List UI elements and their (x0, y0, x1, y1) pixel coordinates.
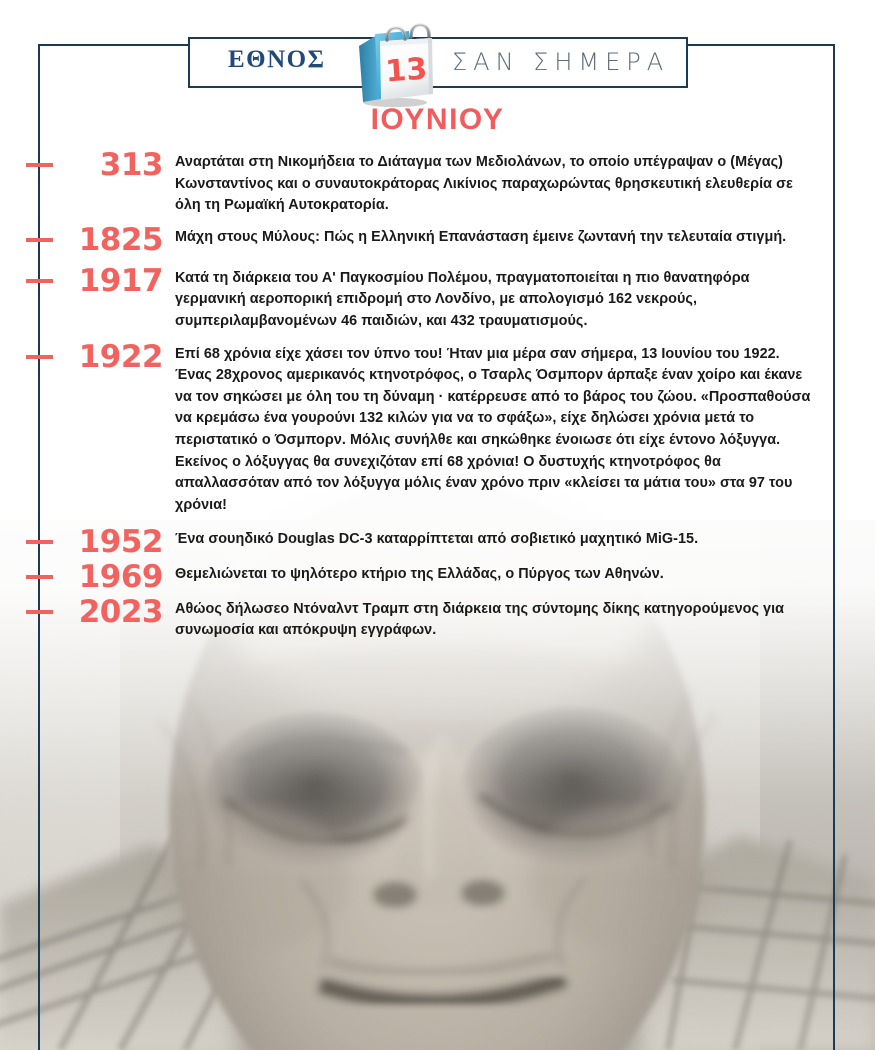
timeline-entry (0, 221, 875, 266)
entry-year: 1969 (78, 558, 163, 595)
timeline-entry (0, 262, 875, 342)
timeline-entry (0, 338, 875, 527)
entry-year: 1825 (78, 221, 163, 258)
entry-text: Θεμελιώνεται το ψηλότερο κτήριο της Ελλάδας, ο Πύργος των Αθηνών. (175, 565, 664, 582)
month-label: ΙΟΥΝΙΟΥ (370, 103, 505, 136)
timeline-list (0, 147, 875, 642)
timeline-tick-marker (26, 163, 53, 167)
timeline-tick-marker (26, 610, 53, 614)
frame-top-left-rule (38, 44, 190, 46)
desk-calendar-icon (347, 22, 439, 108)
entry-text: Επί 68 χρόνια είχε χάσει τον ύπνο του! Ήταν μια μέρα σαν σήμερα, 13 Ιουνίου του 1922. Ένας 28χρονος αμερικανός κτηνοτρόφος, ο Τσαρλς Όσμπορν άρπαξε έναν χοίρο και έκανε να τον σηκώσει με όλη του τη δύναμη · κατέρρευσε από το βάρος του ζώου. «Προσπαθούσα να κρεμάσω ένα γουρούνι 132 κιλών για να το σφάξω», είχε δηλώσει χρόνια μετά το περιστατικό ο Όσμπορν. Μόλις συνήλθε και σηκώθηκε ένοιωσε ότι είχε έντονο λόξυγγα. Εκείνος ο λόξυγγας θα συνεχιζόταν επί 68 χρόνια! Ο δυστυχής κτηνοτρόφος θα απαλλασσόταν από τον λόξυγγα μόλις έναν χρόνο πριν «κλείσει τα μάτια του» στα 97 του χρόνια! (175, 345, 811, 513)
timeline-entry (0, 558, 875, 597)
timeline-entry (0, 147, 875, 225)
brand-logo[interactable]: ΕΘΝΟΣ (228, 46, 326, 73)
timeline-tick-marker (26, 540, 53, 544)
timeline-tick-marker (26, 279, 53, 283)
timeline-entry (0, 593, 875, 642)
calendar-day-text: 13 (384, 51, 429, 90)
entry-year: 1952 (78, 523, 163, 560)
entry-text: Αθώος δήλωσεο Ντόναλντ Τραμπ στη διάρκεια της σύντομης δίκης κατηγορούμενος για συνωμοσία και απόκρυψη εγγράφων. (175, 600, 785, 639)
entry-text: Ένα σουηδικό Douglas DC-3 καταρρίπτεται από σοβιετικό μαχητικό MiG-15. (175, 530, 699, 547)
timeline-tick-marker (26, 575, 53, 579)
section-title: ΣΑΝ ΣΗΜΕΡΑ (452, 48, 670, 76)
entry-text: Κατά τη διάρκεια του Α' Παγκοσμίου Πολέμου, πραγματοποιείται η πιο θανατηφόρα γερμανική αεροπορική επιδρομή στο Λονδίνο, με απολογισμό 162 νεκρούς, συμπεριλαμβανομένων 46 παιδιών, και 432 τραυματισμούς. (175, 269, 750, 330)
entry-year: 2023 (78, 593, 163, 630)
entry-text: Μάχη στους Μύλους: Πώς η Ελληνική Επανάσταση έμεινε ζωντανή την τελευταία στιγμή. (175, 228, 787, 245)
frame-top-right-rule (686, 44, 835, 46)
entry-year: 1922 (78, 338, 163, 375)
entry-text: Αναρτάται στη Νικομήδεια το Διάταγμα των Μεδιολάνων, το οποίο υπέγραψαν ο (Μέγας) Κωνσταντίνος και ο συναυτοκράτορας Λικίνιος παραχωρώντας θρησκευτική ελευθερία σε όλη τη Ρωμαϊκή Αυτοκρατορία. (175, 154, 793, 214)
entry-year: 313 (99, 147, 163, 183)
timeline-entry (0, 523, 875, 562)
timeline-tick-marker (26, 355, 53, 359)
timeline-tick-marker (26, 238, 53, 242)
entry-year: 1917 (78, 262, 163, 299)
